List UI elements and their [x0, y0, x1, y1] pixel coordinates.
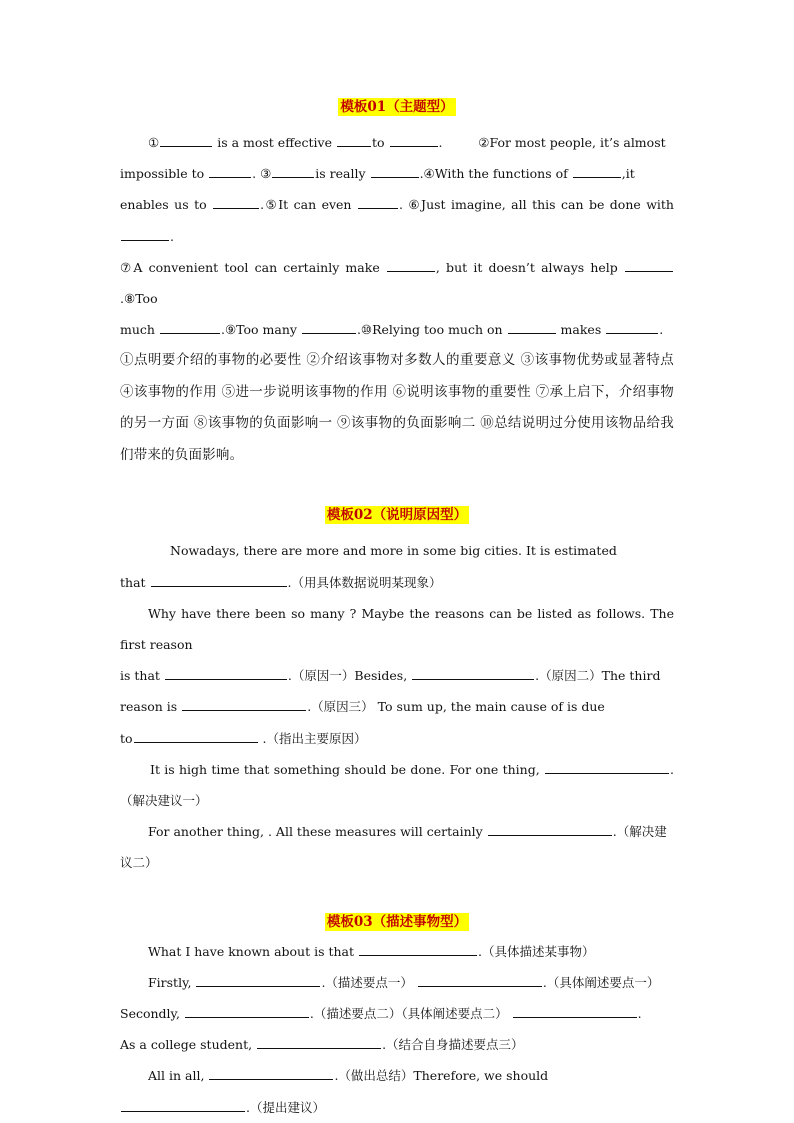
fill-blank[interactable] [545, 761, 669, 774]
template-01-line-2: impossible to . ③ is really .④With the functions of ,it [120, 166, 635, 182]
template-03-line-1: What I have known about is that .（具体描述某事物） [148, 943, 595, 959]
fill-blank[interactable] [160, 321, 220, 334]
template-02-para-2a: Why have there been so many ? Maybe the reasons can be listed as follows. The first reason [120, 605, 674, 653]
template-01-explanation: ①点明要介绍的事物的必要性 ②介绍该事物对多数人的重要意义 ③该事物优势或显著特点 ④该事物的作用 ⑤进一步说明该事物的作用 ⑥说明该事物的重要性 ⑦承上启下，介绍事物的另一方面 ⑧该事物的负面影响一 ⑨该事物的负面影响二 ⑩总结说明过分使用该物品给我们带来的负面影响。 [120, 352, 674, 463]
fill-blank[interactable] [390, 134, 438, 147]
template-03-line-2: Firstly, .（描述要点一） .（具体阐述要点一） [148, 974, 660, 990]
fill-blank[interactable] [196, 974, 320, 987]
fill-blank[interactable] [302, 321, 356, 334]
fill-blank[interactable] [182, 698, 306, 711]
fill-blank[interactable] [573, 165, 621, 178]
fill-blank[interactable] [121, 228, 169, 241]
template-03-title: 模板03（描述事物型） [326, 913, 468, 930]
fill-blank[interactable] [165, 667, 287, 680]
fill-blank[interactable] [337, 134, 371, 147]
template-02-para-1b: that .（用具体数据说明某现象） [120, 574, 442, 590]
template-01-section [120, 96, 674, 471]
fill-blank[interactable] [257, 1036, 381, 1049]
template-01-title: 模板01（主题型） [340, 99, 454, 115]
fill-blank[interactable] [625, 259, 673, 272]
template-03-section [120, 911, 674, 1123]
template-01-line-3: enables us to .⑤It can even . ⑥Just imagine, all this can be done with . [120, 197, 674, 244]
template-02-para-2d: to .（指出主要原因） [120, 730, 367, 746]
template-02-para-3: It is high time that something should be done. For one thing, .（解决建议一） [120, 761, 674, 809]
fill-blank[interactable] [358, 196, 398, 209]
template-01-line-5: much .⑨Too many .⑩Relying too much on makes . [120, 322, 664, 338]
template-02-section [120, 504, 674, 878]
fill-blank[interactable] [160, 134, 212, 147]
fill-blank[interactable] [387, 259, 435, 272]
template-03-line-5: All in all, .（做出总结）Therefore, we should .（提出建议） [120, 1060, 674, 1122]
template-02-para-2b: is that .（原因一）Besides, .（原因二）The third [120, 668, 661, 684]
fill-blank[interactable] [606, 321, 658, 334]
template-01-line-1: ① is a most effective to . ②For most people, it’s almost [148, 135, 666, 150]
fill-blank[interactable] [121, 1099, 245, 1112]
template-03-line-4: As a college student, .（结合自身描述要点三） [120, 1037, 524, 1053]
template-01-line-4: ⑦A convenient tool can certainly make , but it doesn’t always help .⑧Too [120, 252, 674, 314]
fill-blank[interactable] [185, 1005, 309, 1018]
template-02-para-2c: reason is .（原因三） To sum up, the main cause of is due [120, 699, 605, 715]
template-02-para-4: For another thing, . All these measures will certainly .（解决建议二） [120, 824, 667, 871]
fill-blank[interactable] [418, 974, 542, 987]
fill-blank[interactable] [272, 165, 314, 178]
fill-blank[interactable] [412, 667, 534, 680]
fill-blank[interactable] [488, 823, 612, 836]
fill-blank[interactable] [209, 1067, 333, 1080]
template-02-title: 模板02（说明原因型） [326, 507, 468, 524]
fill-blank[interactable] [359, 943, 477, 956]
fill-blank[interactable] [134, 730, 258, 743]
template-02-para-1a: Nowadays, there are more and more in some big cities. It is estimated [170, 543, 617, 559]
template-03-line-3: Secondly, .（描述要点二）（具体阐述要点二） . [120, 1006, 642, 1022]
fill-blank[interactable] [213, 196, 259, 209]
fill-blank[interactable] [371, 165, 419, 178]
fill-blank[interactable] [209, 165, 251, 178]
fill-blank[interactable] [508, 321, 556, 334]
fill-blank[interactable] [513, 1005, 637, 1018]
document-page [120, 96, 674, 1123]
fill-blank[interactable] [151, 574, 287, 587]
